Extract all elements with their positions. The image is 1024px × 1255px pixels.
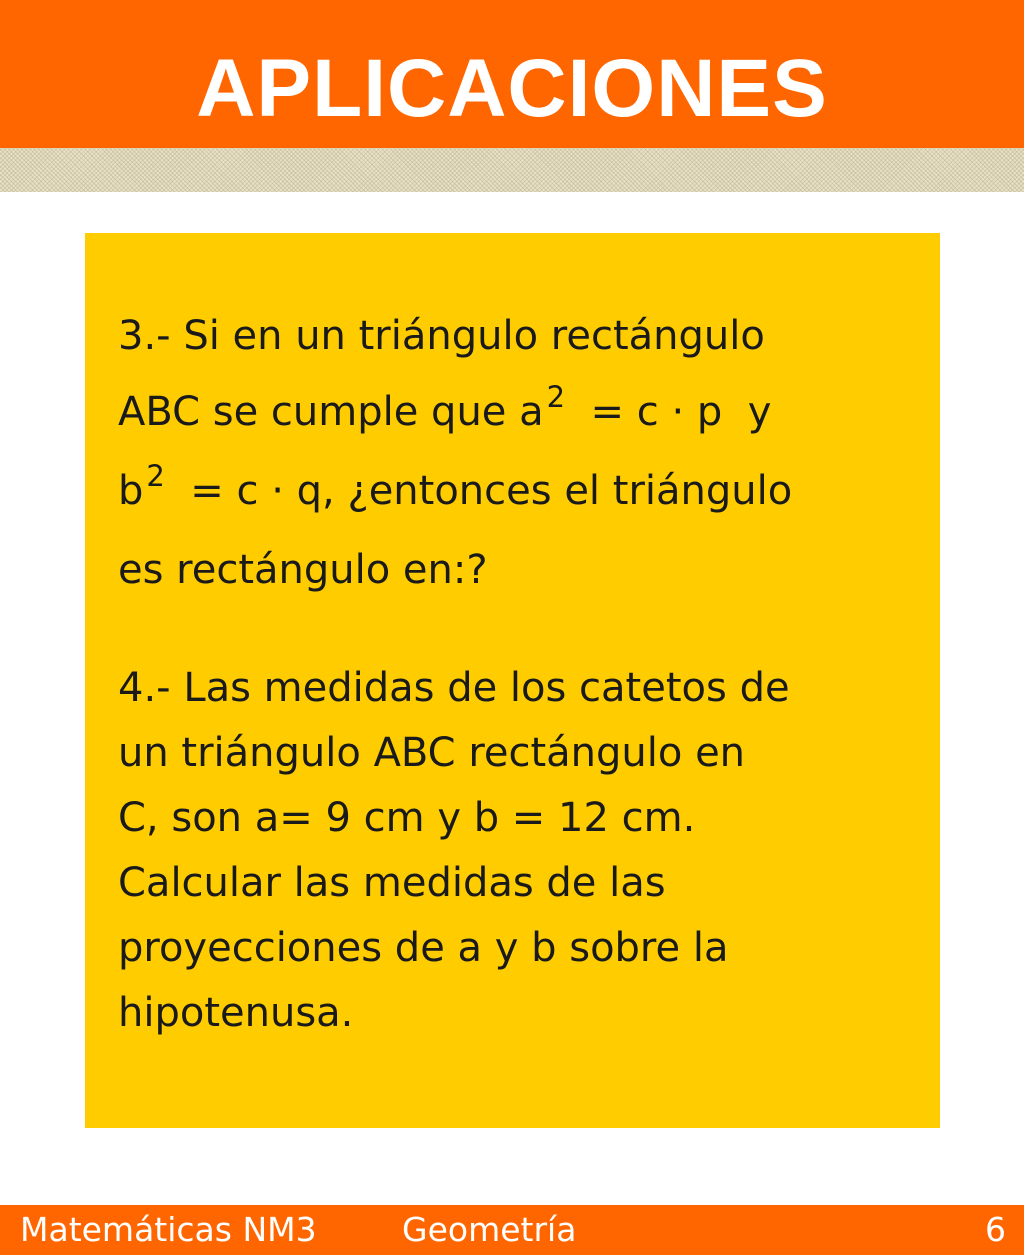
problem-3-line-1: 3.- Si en un triángulo rectángulo <box>118 313 765 359</box>
exponent-a: 2 <box>546 380 566 414</box>
problem-4 <box>118 656 938 1046</box>
problem-4-line-5: proyecciones de a y b sobre la <box>118 925 729 971</box>
problem-3-line-2-text: ABC se cumple que a <box>118 389 544 435</box>
problem-4-line-2: un triángulo ABC rectángulo en <box>118 730 746 776</box>
footer-bar <box>0 1205 1024 1255</box>
problem-3-line-4: es rectángulo en:? <box>118 547 488 593</box>
problem-3-line-2-equation: = c · p y <box>565 389 772 435</box>
page-title: APLICACIONES <box>196 43 828 134</box>
problem-4-line-1: 4.- Las medidas de los catetos de <box>118 665 790 711</box>
problem-3-line-3 <box>118 453 938 532</box>
problem-4-line-4: Calcular las medidas de las <box>118 860 666 906</box>
header-pattern-stripe <box>0 148 1024 192</box>
problem-3 <box>118 298 938 608</box>
footer-subject: Matemáticas NM3 <box>20 1210 317 1249</box>
problem-3-line-3-text: b <box>118 468 144 514</box>
problem-4-line-3: C, son a= 9 cm y b = 12 cm. <box>118 795 696 841</box>
exponent-b: 2 <box>146 459 165 493</box>
page-number: 6 <box>985 1210 1006 1249</box>
problem-4-line-6: hipotenusa. <box>118 990 354 1036</box>
problem-3-line-2 <box>118 374 938 453</box>
problem-3-line-3-equation: = c · q, ¿entonces el triángulo <box>164 468 793 514</box>
footer-topic: Geometría <box>402 1210 577 1249</box>
